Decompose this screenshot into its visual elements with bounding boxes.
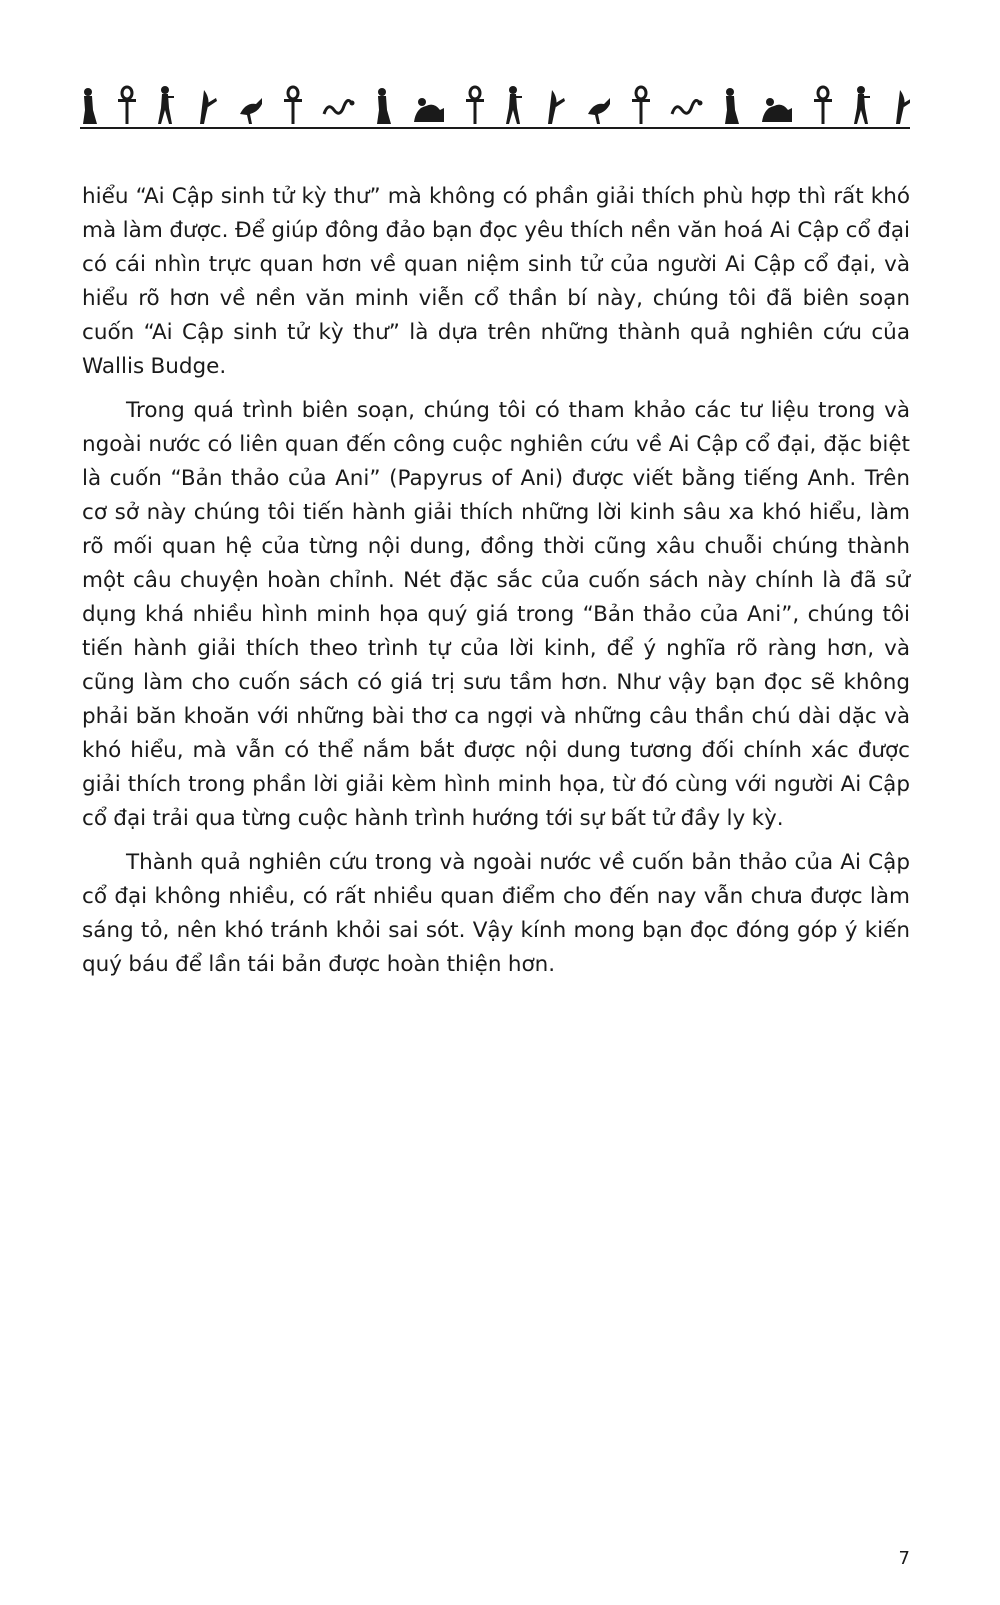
seated-glyph-icon xyxy=(83,88,97,124)
feather-glyph-icon xyxy=(896,90,910,124)
reclining-glyph-icon xyxy=(414,98,444,122)
body-text xyxy=(82,180,910,992)
reclining-glyph-icon xyxy=(762,98,792,122)
ankh-glyph-icon xyxy=(632,87,650,124)
header-divider xyxy=(80,127,910,129)
paragraph-1: hiểu “Ai Cập sinh tử kỳ thư” mà không có phần giải thích phù hợp thì rất khó mà làm được. Để giúp đông đảo bạn đọc yêu thích nền văn hoá Ai Cập cổ đại có cái nhìn trực quan hơn về quan niệm sinh tử của người Ai Cập cổ đại, và hiểu rõ hơn về nền văn minh viễn cổ thần bí này, chúng tôi đã biên soạn cuốn “Ai Cập sinh tử kỳ thư” là dựa trên những thành quả nghiên cứu của Wallis Budge. xyxy=(82,184,910,379)
ankh-glyph-icon xyxy=(118,87,136,124)
snake-glyph-icon xyxy=(672,100,703,114)
paragraph-3: Thành quả nghiên cứu trong và ngoài nước về cuốn bản thảo của Ai Cập cổ đại không nhiều, có rất nhiều quan điểm cho đến nay vẫn chưa được làm sáng tỏ, nên khó tránh khỏi sai sót. Vậy kính mong bạn đọc đóng góp ý kiến quý báu để lần tái bản được hoàn thiện hơn. xyxy=(82,850,910,977)
paragraph-2: Trong quá trình biên soạn, chúng tôi có tham khảo các tư liệu trong và ngoài nước có liên quan đến công cuộc nghiên cứu về Ai Cập cổ đại, đặc biệt là cuốn “Bản thảo của Ani” (Papyrus of Ani) được viết bằng tiếng Anh. Trên cơ sở này chúng tôi tiến hành giải thích những lời kinh sâu xa khó hiểu, làm rõ mối quan hệ của từng nội dung, đồng thời cũng xâu chuỗi chúng thành một câu chuyện hoàn chỉnh. Nét đặc sắc của cuốn sách này chính là đã sử dụng khá nhiều hình minh họa quý giá trong “Bản thảo của Ani”, chúng tôi tiến hành giải thích theo trình tự của lời kinh, để ý nghĩa rõ ràng hơn, và cũng làm cho cuốn sách có giá trị sưu tầm hơn. Như vậy bạn đọc sẽ không phải băn khoăn với những bài thơ ca ngợi và những câu thần chú dài dặc và khó hiểu, mà vẫn có thể nắm bắt được nội dung tương đối chính xác được giải thích trong phần lời giải kèm hình minh họa, từ đó cùng với người Ai Cập cổ đại trải qua từng cuộc hành trình hướng tới sự bất tử đầy ly kỳ. xyxy=(82,398,910,831)
standing-glyph-icon xyxy=(158,86,174,124)
bird-glyph-icon xyxy=(240,98,262,124)
standing-glyph-icon xyxy=(854,86,870,124)
feather-glyph-icon xyxy=(200,90,217,124)
seated-glyph-icon xyxy=(725,88,739,124)
ankh-glyph-icon xyxy=(466,87,484,124)
page-number: 7 xyxy=(898,1548,910,1569)
ankh-glyph-icon xyxy=(814,87,832,124)
hieroglyph-border xyxy=(80,80,910,128)
seated-glyph-icon xyxy=(377,88,391,124)
standing-glyph-icon xyxy=(506,86,522,124)
ankh-glyph-icon xyxy=(284,87,302,124)
bird-glyph-icon xyxy=(588,98,610,124)
snake-glyph-icon xyxy=(324,100,355,114)
egyptian-hieroglyph-icon xyxy=(80,80,910,128)
feather-glyph-icon xyxy=(548,90,565,124)
